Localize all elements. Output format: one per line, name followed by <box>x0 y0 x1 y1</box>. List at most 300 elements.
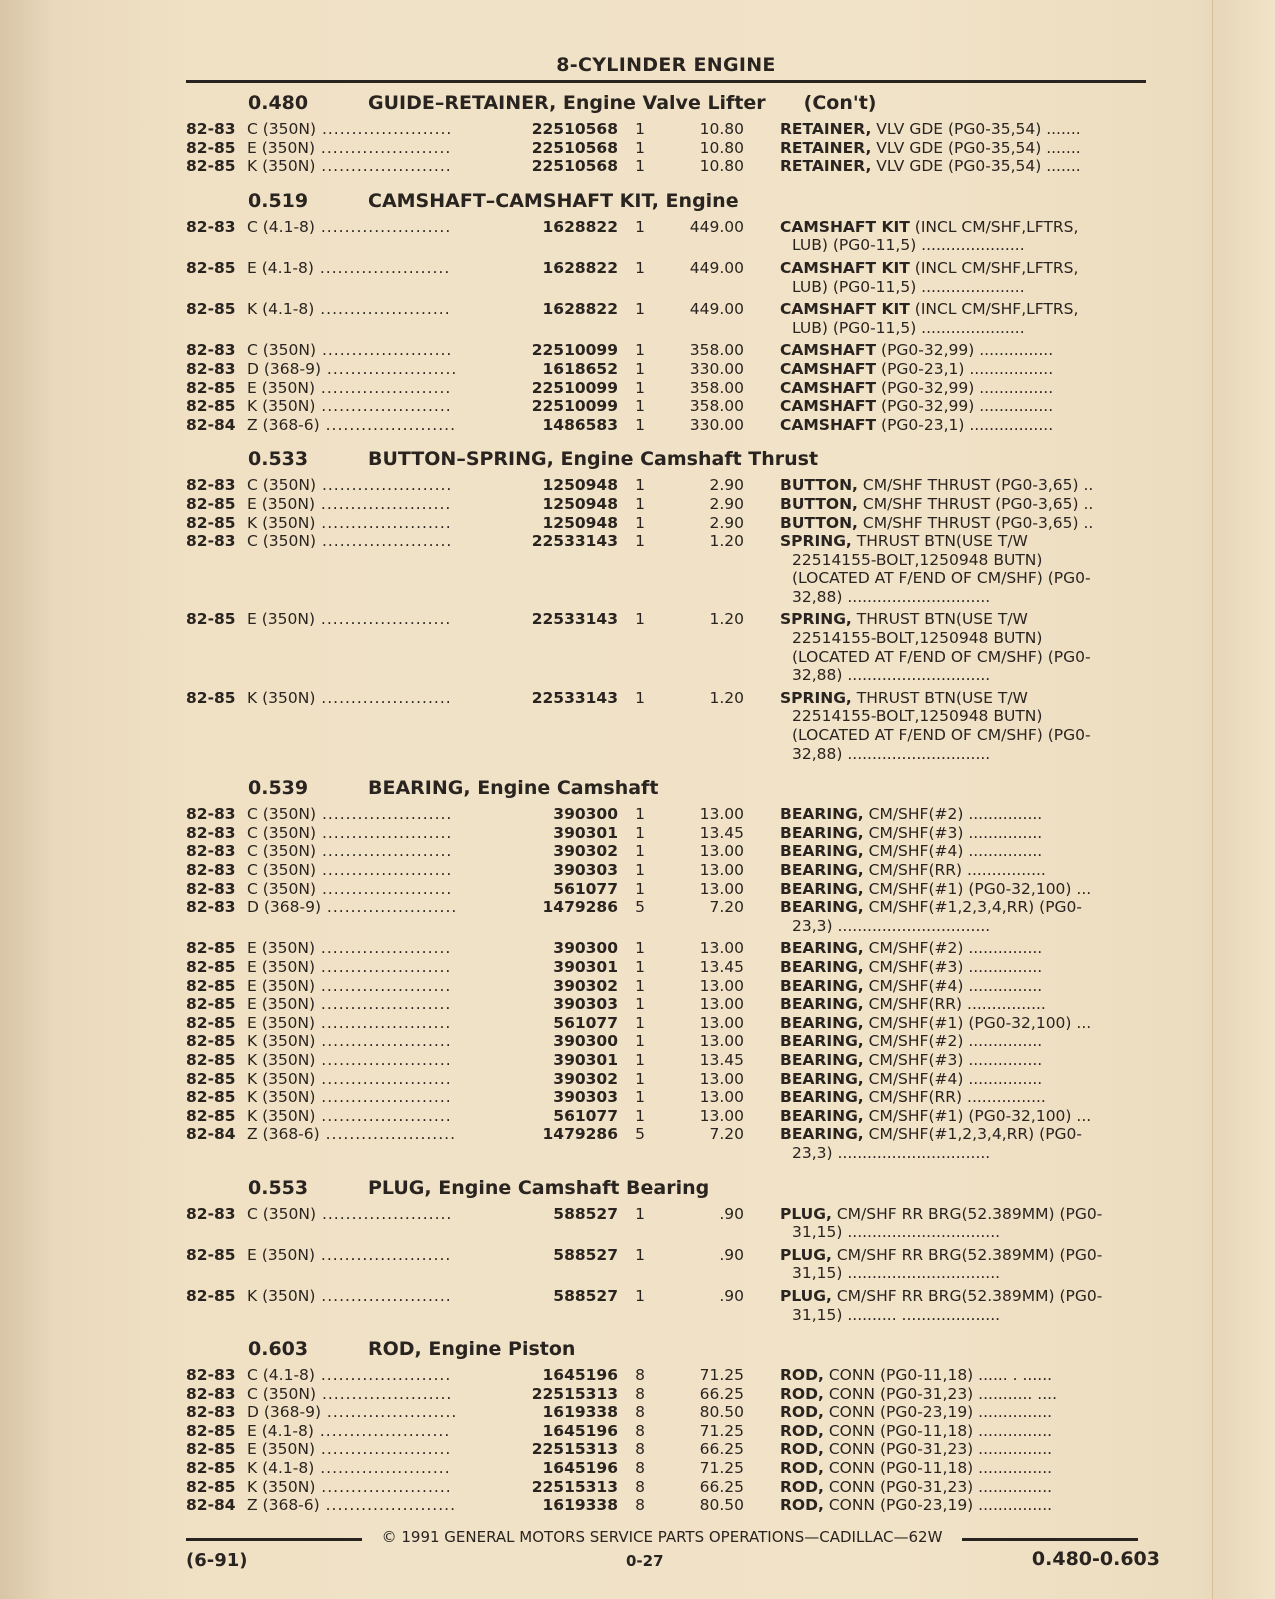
series-code: E (350N) <box>247 958 315 977</box>
leader-dots: ...................... <box>315 157 452 176</box>
description-noun: PLUG, <box>780 1245 832 1264</box>
description-text: 31,15) .......... .................... <box>792 1305 1001 1324</box>
model-years: 82-85 <box>186 1013 236 1032</box>
part-description <box>780 1107 1142 1126</box>
list-price: 13.00 <box>699 939 744 958</box>
group-header <box>186 190 1156 216</box>
leader-dots: ...................... <box>313 258 451 277</box>
series-code: K (350N) <box>247 1106 316 1125</box>
description-noun: BEARING, <box>780 898 864 917</box>
model-years: 82-85 <box>186 378 236 397</box>
list-price: 80.50 <box>699 1403 744 1422</box>
series-engine <box>247 120 517 139</box>
description-text: (INCL CM/SHF,LFTRS, <box>914 217 1079 236</box>
description-noun: BEARING, <box>780 1106 864 1125</box>
part-number: 390301 <box>553 1050 618 1069</box>
group-number: 0.553 <box>248 1176 309 1199</box>
leader-dots: ...................... <box>315 1477 452 1496</box>
group-number: 0.480 <box>248 92 309 114</box>
series-code: K (350N) <box>247 688 316 707</box>
part-description <box>780 1459 1142 1478</box>
quantity: 1 <box>635 823 645 842</box>
part-number: 1479286 <box>542 898 618 917</box>
description-text: CONN (PG0-31,23) ............... <box>828 1440 1053 1459</box>
part-number: 22515313 <box>531 1384 618 1403</box>
description-line <box>780 1032 1142 1051</box>
list-price: 13.00 <box>699 995 744 1014</box>
model-years: 82-83 <box>186 805 236 824</box>
series-engine <box>247 1422 517 1441</box>
quantity: 1 <box>635 842 645 861</box>
description-text: CM/SHF(#4) ............... <box>868 976 1043 995</box>
part-row <box>186 1403 1156 1422</box>
description-line <box>780 1051 1142 1070</box>
group-title-text: PLUG, Engine Camshaft Bearing <box>368 1176 710 1199</box>
part-number: 22533143 <box>531 610 618 629</box>
list-price: 7.20 <box>709 898 744 917</box>
description-text: CM/SHF(#2) ............... <box>868 1032 1043 1051</box>
leader-dots: ...................... <box>316 861 453 880</box>
series-engine <box>247 514 517 533</box>
description-line <box>780 805 1142 824</box>
model-years: 82-85 <box>186 1106 236 1125</box>
part-row <box>186 341 1156 360</box>
part-number: 390300 <box>553 805 618 824</box>
part-description <box>780 1422 1142 1441</box>
part-row <box>186 1287 1156 1324</box>
list-price: 66.25 <box>699 1384 744 1403</box>
part-description <box>780 532 1142 606</box>
description-noun: CAMSHAFT <box>780 341 877 360</box>
model-years: 82-83 <box>186 898 236 917</box>
description-text: 22514155-BOLT,1250948 BUTN) <box>792 629 1043 648</box>
list-price: 1.20 <box>709 688 744 707</box>
part-description <box>780 689 1142 763</box>
list-price: 66.25 <box>699 1477 744 1496</box>
series-code: K (350N) <box>247 1069 316 1088</box>
part-description <box>780 610 1142 684</box>
description-line <box>780 629 1142 648</box>
model-years: 82-85 <box>186 300 236 319</box>
description-noun: PLUG, <box>780 1286 832 1305</box>
description-text: CONN (PG0-11,18) ............... <box>828 1459 1053 1478</box>
description-text: LUB) (PG0-11,5) ..................... <box>792 236 1025 255</box>
list-price: 13.00 <box>699 1013 744 1032</box>
part-description <box>780 1014 1142 1033</box>
series-code: D (368-9) <box>247 359 321 378</box>
group-header <box>186 92 1156 118</box>
part-number: 1486583 <box>542 415 618 434</box>
part-description <box>780 1246 1142 1283</box>
part-description <box>780 300 1142 337</box>
part-description <box>780 514 1142 533</box>
description-noun: ROD, <box>780 1366 824 1385</box>
series-code: C (350N) <box>247 341 317 360</box>
quantity: 1 <box>635 217 645 236</box>
model-years: 82-85 <box>186 1032 236 1051</box>
description-line <box>780 1014 1142 1033</box>
leader-dots: ...................... <box>321 359 458 378</box>
series-code: C (350N) <box>247 120 317 138</box>
quantity: 8 <box>635 1440 645 1459</box>
series-engine <box>247 1496 517 1515</box>
description-noun: BEARING, <box>780 861 864 880</box>
part-number: 561077 <box>553 1106 618 1125</box>
list-price: 13.00 <box>699 1106 744 1125</box>
part-row <box>186 120 1156 139</box>
list-price: .90 <box>719 1245 744 1264</box>
leader-dots: ...................... <box>315 939 452 958</box>
list-price: 330.00 <box>689 359 744 378</box>
description-line <box>780 995 1142 1014</box>
leader-dots: ...................... <box>315 1245 452 1264</box>
model-years: 82-84 <box>186 1125 236 1144</box>
leader-dots: ...................... <box>321 898 458 917</box>
description-text: (LOCATED AT F/END OF CM/SHF) (PG0- <box>792 569 1091 588</box>
part-row <box>186 689 1156 763</box>
part-description <box>780 939 1142 958</box>
series-engine <box>247 1107 517 1126</box>
description-line <box>780 880 1142 899</box>
leader-dots: ...................... <box>316 823 453 842</box>
model-years: 82-83 <box>186 1384 236 1403</box>
series-code: E (350N) <box>247 610 315 629</box>
part-number: 1619338 <box>542 1496 618 1515</box>
model-years: 82-83 <box>186 476 236 495</box>
part-description <box>780 1496 1142 1515</box>
series-engine <box>247 610 517 629</box>
part-number: 390300 <box>553 939 618 958</box>
series-engine <box>247 1051 517 1070</box>
description-text: CM/SHF(RR) ................ <box>868 995 1046 1014</box>
quantity: 1 <box>635 879 645 898</box>
model-years: 82-83 <box>186 842 236 861</box>
description-text: CM/SHF RR BRG(52.389MM) (PG0- <box>836 1204 1103 1223</box>
description-text: THRUST BTN(USE T/W <box>856 688 1028 707</box>
description-text: CM/SHF(#1) (PG0-32,100) ... <box>868 879 1092 898</box>
footer-group-range: 0.480-0.603 <box>1031 1548 1160 1570</box>
description-text: 31,15) ............................... <box>792 1264 1001 1283</box>
leader-dots: ...................... <box>321 1403 458 1422</box>
parts-group <box>186 1177 1156 1325</box>
leader-dots: ...................... <box>315 958 452 977</box>
description-noun: BEARING, <box>780 805 864 824</box>
quantity: 1 <box>635 258 645 277</box>
quantity: 1 <box>635 1032 645 1051</box>
list-price: 13.00 <box>699 861 744 880</box>
part-description <box>780 1385 1142 1404</box>
description-noun: ROD, <box>780 1384 824 1403</box>
description-noun: SPRING, <box>780 688 852 707</box>
list-price: 13.00 <box>699 1032 744 1051</box>
series-code: C (350N) <box>247 532 317 551</box>
series-engine <box>247 416 517 435</box>
series-engine <box>247 397 517 416</box>
quantity: 1 <box>635 300 645 319</box>
description-noun: CAMSHAFT KIT <box>780 217 910 236</box>
series-code: C (350N) <box>247 879 317 898</box>
quantity: 1 <box>635 138 645 157</box>
list-price: 1.20 <box>709 610 744 629</box>
series-engine <box>247 995 517 1014</box>
description-noun: CAMSHAFT KIT <box>780 258 910 277</box>
parts-group <box>186 190 1156 435</box>
part-row <box>186 1051 1156 1070</box>
description-line <box>780 1264 1142 1283</box>
quantity: 1 <box>635 861 645 880</box>
part-number: 1250948 <box>542 513 618 532</box>
model-years: 82-85 <box>186 610 236 629</box>
group-title <box>368 448 1156 470</box>
part-number: 22510099 <box>531 341 618 360</box>
model-years: 82-85 <box>186 995 236 1014</box>
group-title-text: BEARING, Engine Camshaft <box>368 777 659 800</box>
part-number: 561077 <box>553 879 618 898</box>
list-price: 358.00 <box>689 341 744 360</box>
part-description <box>780 861 1142 880</box>
description-noun: BEARING, <box>780 823 864 842</box>
description-text: CM/SHF(#1,2,3,4,RR) (PG0- <box>868 898 1083 917</box>
series-engine <box>247 1366 517 1385</box>
series-engine <box>247 1032 517 1051</box>
part-description <box>780 1287 1142 1324</box>
part-description <box>780 1366 1142 1385</box>
series-code: K (350N) <box>247 1050 316 1069</box>
part-row <box>186 514 1156 533</box>
description-line <box>780 1107 1142 1126</box>
part-description <box>780 842 1142 861</box>
model-years: 82-83 <box>186 341 236 360</box>
group-header <box>186 777 1156 803</box>
part-number: 390302 <box>553 976 618 995</box>
description-line <box>780 666 1142 685</box>
leader-dots: ...................... <box>314 217 452 236</box>
series-code: C (350N) <box>247 1204 317 1223</box>
part-description <box>780 805 1142 824</box>
quantity: 8 <box>635 1459 645 1478</box>
part-description <box>780 476 1142 495</box>
part-description <box>780 824 1142 843</box>
part-description <box>780 1440 1142 1459</box>
part-description <box>780 1403 1142 1422</box>
part-row <box>186 1246 1156 1283</box>
part-number: 390303 <box>553 995 618 1014</box>
leader-dots: ...................... <box>316 476 453 495</box>
parts-group <box>186 448 1156 763</box>
part-number: 22533143 <box>531 688 618 707</box>
part-description <box>780 139 1142 158</box>
list-price: 7.20 <box>709 1125 744 1144</box>
description-noun: RETAINER, <box>780 157 872 176</box>
model-years: 82-85 <box>186 1069 236 1088</box>
leader-dots: ...................... <box>315 494 452 513</box>
description-line <box>780 1306 1142 1325</box>
part-description <box>780 218 1142 255</box>
series-code: E (350N) <box>247 976 315 995</box>
part-row <box>186 495 1156 514</box>
description-noun: RETAINER, <box>780 138 872 157</box>
series-code: K (350N) <box>247 1477 316 1496</box>
description-noun: ROD, <box>780 1440 824 1459</box>
quantity: 8 <box>635 1366 645 1385</box>
description-text: 32,88) ............................. <box>792 666 991 685</box>
description-text: CM/SHF(#3) ............... <box>868 958 1043 977</box>
quantity: 1 <box>635 476 645 495</box>
part-row <box>186 898 1156 935</box>
quantity: 1 <box>635 610 645 629</box>
footer-rule-right <box>962 1538 1138 1541</box>
description-noun: BEARING, <box>780 1069 864 1088</box>
description-text: (LOCATED AT F/END OF CM/SHF) (PG0- <box>792 647 1091 666</box>
quantity: 1 <box>635 1245 645 1264</box>
series-code: D (368-9) <box>247 898 321 917</box>
series-engine <box>247 824 517 843</box>
quantity: 1 <box>635 976 645 995</box>
description-text: CONN (PG0-11,18) ............... <box>828 1421 1053 1440</box>
leader-dots: ...................... <box>315 1050 452 1069</box>
description-noun: ROD, <box>780 1403 824 1422</box>
leader-dots: ...................... <box>315 688 452 707</box>
series-engine <box>247 495 517 514</box>
footer-page-number: 0-27 <box>626 1552 664 1570</box>
leader-dots: ...................... <box>315 1013 452 1032</box>
list-price: 2.90 <box>709 513 744 532</box>
part-row <box>186 805 1156 824</box>
series-code: Z (368-6) <box>247 1125 320 1144</box>
description-line <box>780 495 1142 514</box>
series-engine <box>247 1478 517 1497</box>
description-text: LUB) (PG0-11,5) ..................... <box>792 318 1025 337</box>
description-line <box>780 569 1142 588</box>
parts-group <box>186 92 1156 176</box>
leader-dots: ...................... <box>316 1204 453 1223</box>
series-engine <box>247 1459 517 1478</box>
leader-dots: ...................... <box>316 1384 453 1403</box>
quantity: 8 <box>635 1496 645 1515</box>
part-number: 588527 <box>553 1245 618 1264</box>
description-text: (PG0-32,99) ............... <box>881 397 1054 416</box>
list-price: 13.00 <box>699 976 744 995</box>
description-noun: BEARING, <box>780 976 864 995</box>
model-years: 82-85 <box>186 1459 236 1478</box>
quantity: 1 <box>635 494 645 513</box>
description-line <box>780 824 1142 843</box>
series-engine <box>247 300 517 319</box>
group-title <box>368 190 1156 212</box>
series-engine <box>247 259 517 278</box>
model-years: 82-85 <box>186 397 236 416</box>
series-engine <box>247 157 517 176</box>
description-text: 23,3) ............................... <box>792 1143 991 1162</box>
page-header <box>186 52 1146 83</box>
description-line <box>780 120 1142 139</box>
quantity: 1 <box>635 1050 645 1069</box>
quantity: 1 <box>635 688 645 707</box>
model-years: 82-85 <box>186 258 236 277</box>
description-noun: BEARING, <box>780 879 864 898</box>
description-text: CONN (PG0-11,18) ...... . ...... <box>828 1366 1053 1385</box>
footer-rule-left <box>186 1538 362 1541</box>
part-description <box>780 157 1142 176</box>
series-code: K (350N) <box>247 1032 316 1051</box>
leader-dots: ...................... <box>314 300 451 319</box>
quantity: 1 <box>635 805 645 824</box>
description-line <box>780 1366 1142 1385</box>
list-price: 2.90 <box>709 476 744 495</box>
part-number: 22515313 <box>531 1477 618 1496</box>
description-text: 22514155-BOLT,1250948 BUTN) <box>792 707 1043 726</box>
series-code: E (350N) <box>247 378 315 397</box>
description-text: (PG0-23,1) ................. <box>881 415 1054 434</box>
description-line <box>780 842 1142 861</box>
description-line <box>780 689 1142 708</box>
series-code: C (350N) <box>247 842 317 861</box>
part-number: 1645196 <box>542 1459 618 1478</box>
description-noun: BEARING, <box>780 939 864 958</box>
group-header <box>186 1338 1156 1364</box>
series-code: E (4.1-8) <box>247 258 314 277</box>
model-years: 82-85 <box>186 1050 236 1069</box>
model-years: 82-85 <box>186 1088 236 1107</box>
series-code: K (4.1-8) <box>247 300 315 319</box>
description-text: CM/SHF(#1) (PG0-32,100) ... <box>868 1013 1092 1032</box>
footer-date-code: (6-91) <box>186 1550 248 1571</box>
part-description <box>780 397 1142 416</box>
description-line <box>780 300 1142 319</box>
part-number: 1250948 <box>542 494 618 513</box>
part-description <box>780 495 1142 514</box>
model-years: 82-85 <box>186 157 236 176</box>
model-years: 82-83 <box>186 359 236 378</box>
leader-dots: ...................... <box>313 1421 451 1440</box>
description-line <box>780 514 1142 533</box>
part-row <box>186 259 1156 296</box>
description-noun: BEARING, <box>780 1125 864 1144</box>
description-line <box>780 1223 1142 1242</box>
part-description <box>780 1088 1142 1107</box>
part-row <box>186 1088 1156 1107</box>
part-description <box>780 379 1142 398</box>
quantity: 8 <box>635 1421 645 1440</box>
part-number: 390302 <box>553 842 618 861</box>
description-line <box>780 939 1142 958</box>
series-engine <box>247 1125 517 1144</box>
model-years: 82-85 <box>186 1477 236 1496</box>
description-text: CM/SHF THRUST (PG0-3,65) .. <box>862 513 1094 532</box>
model-years: 82-84 <box>186 1496 236 1515</box>
quantity: 1 <box>635 1204 645 1223</box>
description-noun: CAMSHAFT KIT <box>780 300 910 319</box>
part-row <box>186 532 1156 606</box>
part-row <box>186 397 1156 416</box>
series-engine <box>247 341 517 360</box>
description-line <box>780 1478 1142 1497</box>
model-years: 82-85 <box>186 1440 236 1459</box>
part-description <box>780 1070 1142 1089</box>
model-years: 82-83 <box>186 532 236 551</box>
part-number: 22510099 <box>531 378 618 397</box>
description-text: 22514155-BOLT,1250948 BUTN) <box>792 550 1043 569</box>
series-engine <box>247 360 517 379</box>
group-number: 0.519 <box>248 189 309 212</box>
series-code: E (350N) <box>247 995 315 1014</box>
series-code: K (4.1-8) <box>247 1459 315 1478</box>
series-engine <box>247 1403 517 1422</box>
part-number: 561077 <box>553 1013 618 1032</box>
model-years: 82-83 <box>186 217 236 236</box>
quantity: 8 <box>635 1384 645 1403</box>
quantity: 1 <box>635 1088 645 1107</box>
